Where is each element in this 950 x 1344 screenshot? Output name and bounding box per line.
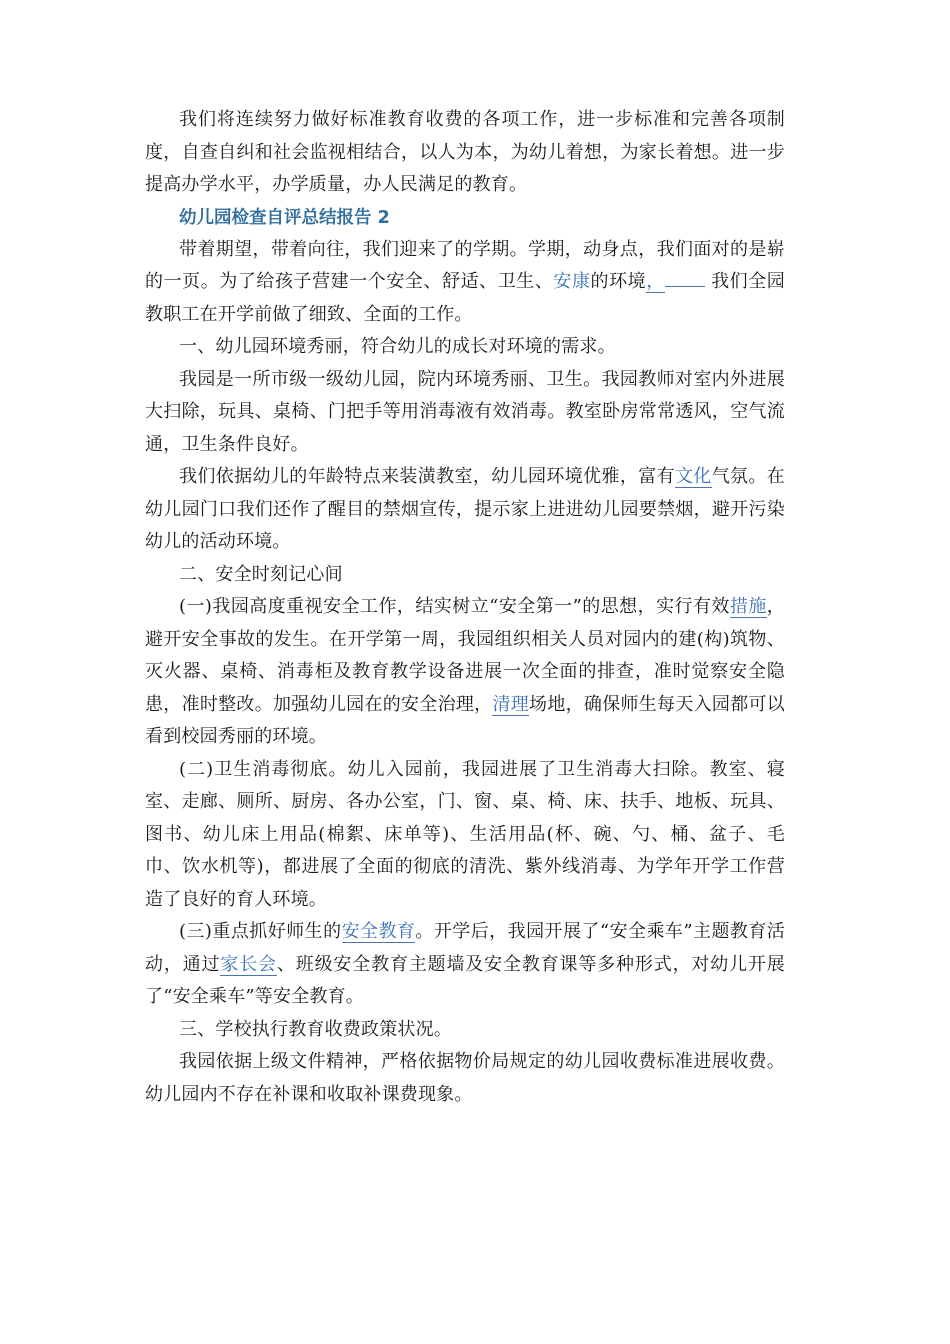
link-safety-education[interactable]: 安全教育 (341, 921, 416, 942)
text-run: 场地，确保师生每天入园都可以看到校园秀丽的环境。 (145, 693, 785, 747)
text-run: 的环境 (590, 271, 647, 292)
text-run: 我们全园教职工在开学前做了细致、全面的工作。 (145, 271, 786, 325)
paragraph-decoration (145, 461, 785, 559)
link-clean[interactable]: 清理 (492, 693, 530, 715)
text-run: 气氛。在幼儿园门口我们还作了醒目的禁烟宣传，提示家上进进幼儿园要禁烟，避开污染幼儿的活动环境。 (145, 466, 785, 552)
link-ankang[interactable]: 安康 (553, 271, 591, 292)
underline-gap (665, 285, 705, 287)
text-run: 带着期望，带着向往，我们迎来了的学期。学期，动身点，我们面对的是崭的一页。为了给孩子营建一个安全、舒适、卫生、 (145, 238, 785, 292)
paragraph-environment: 我园是一所市级一级幼儿园，院内环境秀丽、卫生。我园教师对室内外进展大扫除，玩具、桌椅、门把手等用消毒液有效消毒。教室卧房常常透风，空气流通，卫生条件良好。 (145, 368, 785, 455)
text-run: (三)重点抓好师生的 (179, 921, 342, 942)
heading-fees: 三、学校执行教育收费政策状况。 (179, 1018, 452, 1040)
text-run: (一)我园高度重视安全工作，结实树立“安全第一”的思想，实行有效 (179, 596, 730, 617)
link-comma[interactable]: ， (646, 271, 665, 292)
text-run: 、班级安全教育主题墙及安全教育课等多种形式，对幼儿开展了“安全乘车”等安全教育。 (145, 953, 785, 1007)
link-measures[interactable]: 措施 (729, 596, 767, 617)
document-body (145, 104, 785, 1111)
paragraph-safety-2: (二)卫生消毒彻底。幼儿入园前，我园进展了卫生消毒大扫除。教室、寝室、走廊、厕所、厨房、各办公室，门、窗、桌、椅、床、扶手、地板、玩具、图书、幼儿床上用品(棉絮、床单等)、生活用品(杯、碗、勺、桶、盆子、毛巾、饮水机等)，都进展了全面的彻底的清洗、紫外线消毒、为学年开学工作营造了良好的育人环境。 (145, 758, 785, 910)
paragraph-safety-1 (145, 591, 785, 754)
heading-environment: 一、幼儿园环境秀丽，符合幼儿的成长对环境的需求。 (179, 336, 616, 357)
paragraph-safety-3 (145, 916, 785, 1014)
link-parent-meeting[interactable]: 家长会 (220, 953, 277, 975)
paragraph-fees: 我园依据上级文件精神，严格依据物价局规定的幼儿园收费标准进展收费。幼儿园内不存在补课和收取补课费现象。 (145, 1051, 785, 1105)
link-culture[interactable]: 文化 (674, 466, 712, 487)
paragraph-intro: 我们将连续努力做好标准教育收费的各项工作，进一步标准和完善各项制度，自查自纠和社会监视相结合，以人为本，为幼儿着想，为家长着想。进一步提高办学水平，办学质量，办人民满足的教育。 (145, 109, 785, 195)
text-run: 我们依据幼儿的年龄特点来装潢教室，幼儿园环境优雅，富有 (179, 466, 675, 487)
text-run: ，避开安全事故的发生。在开学第一周，我园组织相关人员对园内的建(构)筑物、灭火器、桌椅、消毒柜及教育教学设备进展一次全面的排查，准时觉察安全隐患，准时整改。加强幼儿园在的安全治理， (145, 596, 785, 715)
text-run: 。开学后，我园开展了“安全乘车”主题教育活动，通过 (145, 921, 785, 975)
paragraph-opening (145, 234, 785, 332)
section-title: 幼儿园检查自评总结报告 2 (179, 207, 390, 228)
heading-safety: 二、安全时刻记心间 (179, 563, 343, 585)
